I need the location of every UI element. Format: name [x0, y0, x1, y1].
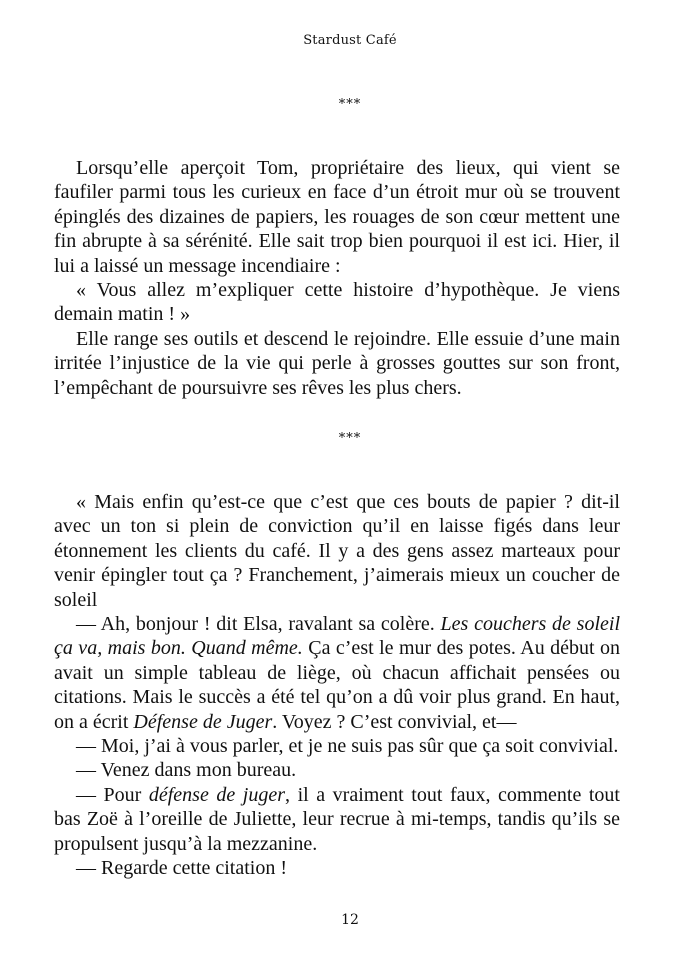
paragraph: Lorsqu’elle aperçoit Tom, propriétaire des lieux, qui vient se faufiler parmi tous les curieux en face d’un étroit mur où se trouvent épinglés des dizaines de papiers, les rouages de son cœur mettent une fin abrupte à sa sérénité. Elle sait trop bien pourquoi il est ici. Hier, il lui a laissé un message incendiaire :	[54, 157, 620, 277]
italic-text: Défense de Juger	[133, 710, 273, 733]
paragraph: — Moi, j’ai à vous parler, et je ne suis pas sûr que ça soit convivial.	[76, 735, 619, 758]
paragraph	[54, 783, 620, 856]
paragraph: « Mais enfin qu’est-ce que c’est que ces bouts de papier ? dit-il avec un ton si plein de conviction qu’il en laisse figés dans leur étonnement les clients du café. Il y a des gens assez marteaux pour venir épingler tout ça ? Franchement, j’aimerais mieux un coucher de soleil	[54, 491, 620, 611]
page-number: 12	[341, 912, 359, 928]
paragraph	[54, 612, 620, 734]
scene-separator: ***	[338, 97, 362, 112]
paragraph: — Regarde cette citation !	[76, 857, 288, 880]
text-run: — Ah, bonjour ! dit Elsa, ravalant sa colère.	[76, 613, 441, 636]
text-section-2	[54, 490, 620, 881]
text-run: , il a vraiment tout faux, commente tout bas Zoë à l’oreille de Juliette, leur recrue à mi-temps, tandis qu’ils se propulsent jusqu’à la mezzanine.	[54, 783, 620, 855]
paragraph: Elle range ses outils et descend le rejoindre. Elle essuie d’une main irritée l’injustice de la vie qui perle à grosses gouttes sur son front, l’empêchant de poursuivre ses rêves les plus chers.	[54, 327, 620, 399]
running-header: Stardust Café	[303, 33, 397, 48]
italic-text: défense de juger	[148, 783, 286, 806]
text-run: Ça c’est le mur des potes. Au début on avait un simple tableau de liège, où chacun affichait pensées ou citations. Mais le succès a été tel qu’on a dû voir plus grand. En haut, on a écrit	[54, 637, 621, 733]
text-run: . Voyez ? C’est convivial, et—	[272, 710, 517, 733]
scene-separator: ***	[338, 431, 362, 446]
italic-text: Les couchers de soleil ça va, mais bon. Quand même.	[54, 613, 621, 660]
paragraph: « Vous allez m’expliquer cette histoire d’hypothèque. Je viens demain matin ! »	[54, 279, 620, 326]
paragraph: — Venez dans mon bureau.	[76, 759, 297, 782]
text-section-1	[54, 156, 620, 400]
text-run: — Pour	[76, 783, 149, 806]
